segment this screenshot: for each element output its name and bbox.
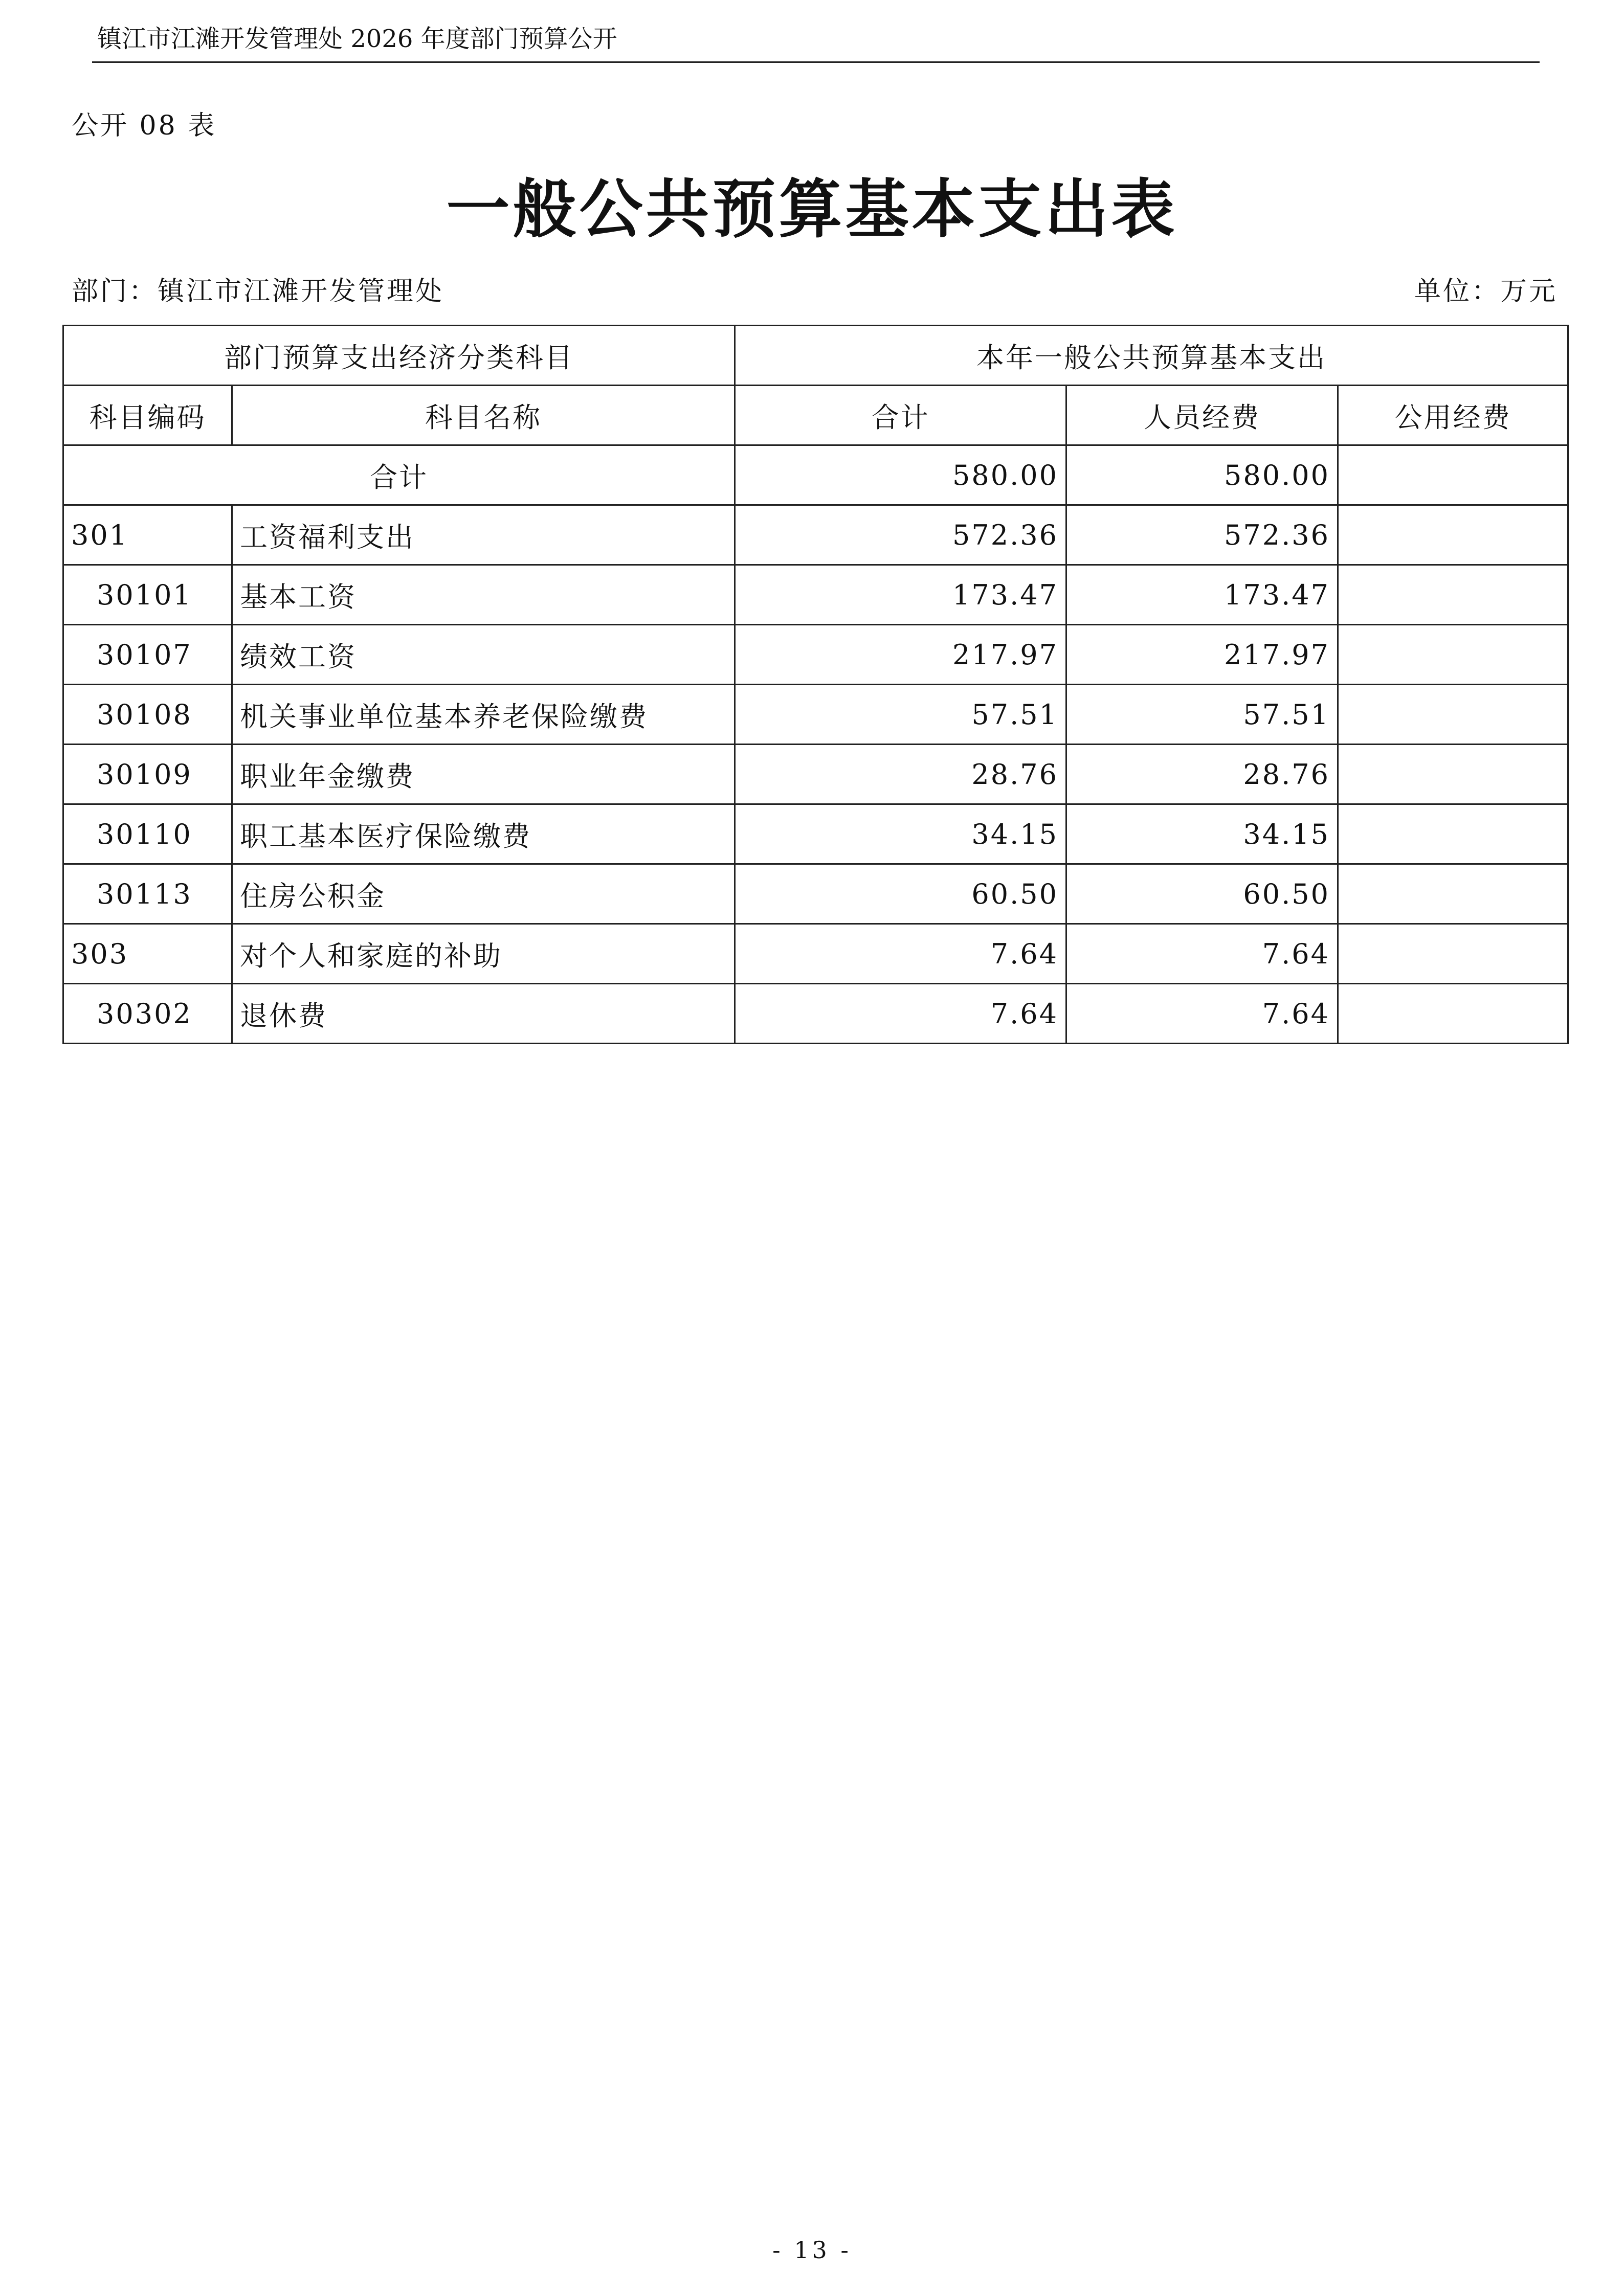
row-code: 301 xyxy=(63,505,232,565)
row-name: 职工基本医疗保险缴费 xyxy=(232,804,735,864)
row-total: 572.36 xyxy=(735,505,1066,565)
row-code: 30107 xyxy=(63,625,232,685)
row-code: 30302 xyxy=(63,984,232,1044)
row-personnel: 7.64 xyxy=(1066,924,1338,984)
row-name: 退休费 xyxy=(232,984,735,1044)
total-row-total: 580.00 xyxy=(735,445,1066,505)
document-title: 一般公共预算基本支出表 xyxy=(446,173,1178,246)
classification-group-header: 部门预算支出经济分类科目 xyxy=(63,326,735,386)
row-public xyxy=(1338,924,1568,984)
table-row xyxy=(63,625,1568,685)
header-divider xyxy=(92,61,1540,63)
row-total: 173.47 xyxy=(735,565,1066,625)
row-name: 绩效工资 xyxy=(232,625,735,685)
row-personnel: 572.36 xyxy=(1066,505,1338,565)
expenditure-group-header: 本年一般公共预算基本支出 xyxy=(735,326,1568,386)
row-personnel: 34.15 xyxy=(1066,804,1338,864)
row-personnel: 7.64 xyxy=(1066,984,1338,1044)
table-number: 公开 08 表 xyxy=(72,110,217,141)
row-code: 30113 xyxy=(63,864,232,924)
table-row xyxy=(63,984,1568,1044)
row-public xyxy=(1338,685,1568,745)
row-public xyxy=(1338,864,1568,924)
row-name: 工资福利支出 xyxy=(232,505,735,565)
row-total: 7.64 xyxy=(735,924,1066,984)
public-column-header: 公用经费 xyxy=(1338,386,1568,445)
total-column-header: 合计 xyxy=(735,386,1066,445)
row-public xyxy=(1338,984,1568,1044)
row-public xyxy=(1338,505,1568,565)
table-row xyxy=(63,804,1568,864)
row-personnel: 217.97 xyxy=(1066,625,1338,685)
budget-table xyxy=(62,325,1569,1044)
row-public xyxy=(1338,565,1568,625)
row-personnel: 173.47 xyxy=(1066,565,1338,625)
row-personnel: 57.51 xyxy=(1066,685,1338,745)
table-group-header-row xyxy=(63,326,1568,386)
row-total: 28.76 xyxy=(735,745,1066,804)
row-code: 30109 xyxy=(63,745,232,804)
row-total: 7.64 xyxy=(735,984,1066,1044)
row-code: 30110 xyxy=(63,804,232,864)
personnel-column-header: 人员经费 xyxy=(1066,386,1338,445)
row-total: 57.51 xyxy=(735,685,1066,745)
row-public xyxy=(1338,745,1568,804)
row-code: 30101 xyxy=(63,565,232,625)
table-row xyxy=(63,745,1568,804)
department-label: 部门：镇江市江滩开发管理处 xyxy=(72,276,444,307)
unit-label: 单位：万元 xyxy=(1414,276,1558,307)
table-row xyxy=(63,924,1568,984)
row-name: 基本工资 xyxy=(232,565,735,625)
row-total: 217.97 xyxy=(735,625,1066,685)
table-column-header-row xyxy=(63,386,1568,445)
row-personnel: 60.50 xyxy=(1066,864,1338,924)
name-column-header: 科目名称 xyxy=(232,386,735,445)
row-public xyxy=(1338,625,1568,685)
row-code: 30108 xyxy=(63,685,232,745)
row-personnel: 28.76 xyxy=(1066,745,1338,804)
page-header: 镇江市江滩开发管理处 2026 年度部门预算公开 xyxy=(97,25,617,53)
table-row xyxy=(63,505,1568,565)
row-total: 60.50 xyxy=(735,864,1066,924)
row-total: 34.15 xyxy=(735,804,1066,864)
total-row xyxy=(63,445,1568,505)
table-row xyxy=(63,565,1568,625)
page-number: - 13 - xyxy=(772,2236,852,2264)
table-row xyxy=(63,685,1568,745)
total-row-public xyxy=(1338,445,1568,505)
row-code: 303 xyxy=(63,924,232,984)
table-row xyxy=(63,864,1568,924)
code-column-header: 科目编码 xyxy=(63,386,232,445)
row-name: 职业年金缴费 xyxy=(232,745,735,804)
total-row-label: 合计 xyxy=(63,445,735,505)
row-name: 住房公积金 xyxy=(232,864,735,924)
row-name: 对个人和家庭的补助 xyxy=(232,924,735,984)
row-public xyxy=(1338,804,1568,864)
row-name: 机关事业单位基本养老保险缴费 xyxy=(232,685,735,745)
total-row-personnel: 580.00 xyxy=(1066,445,1338,505)
